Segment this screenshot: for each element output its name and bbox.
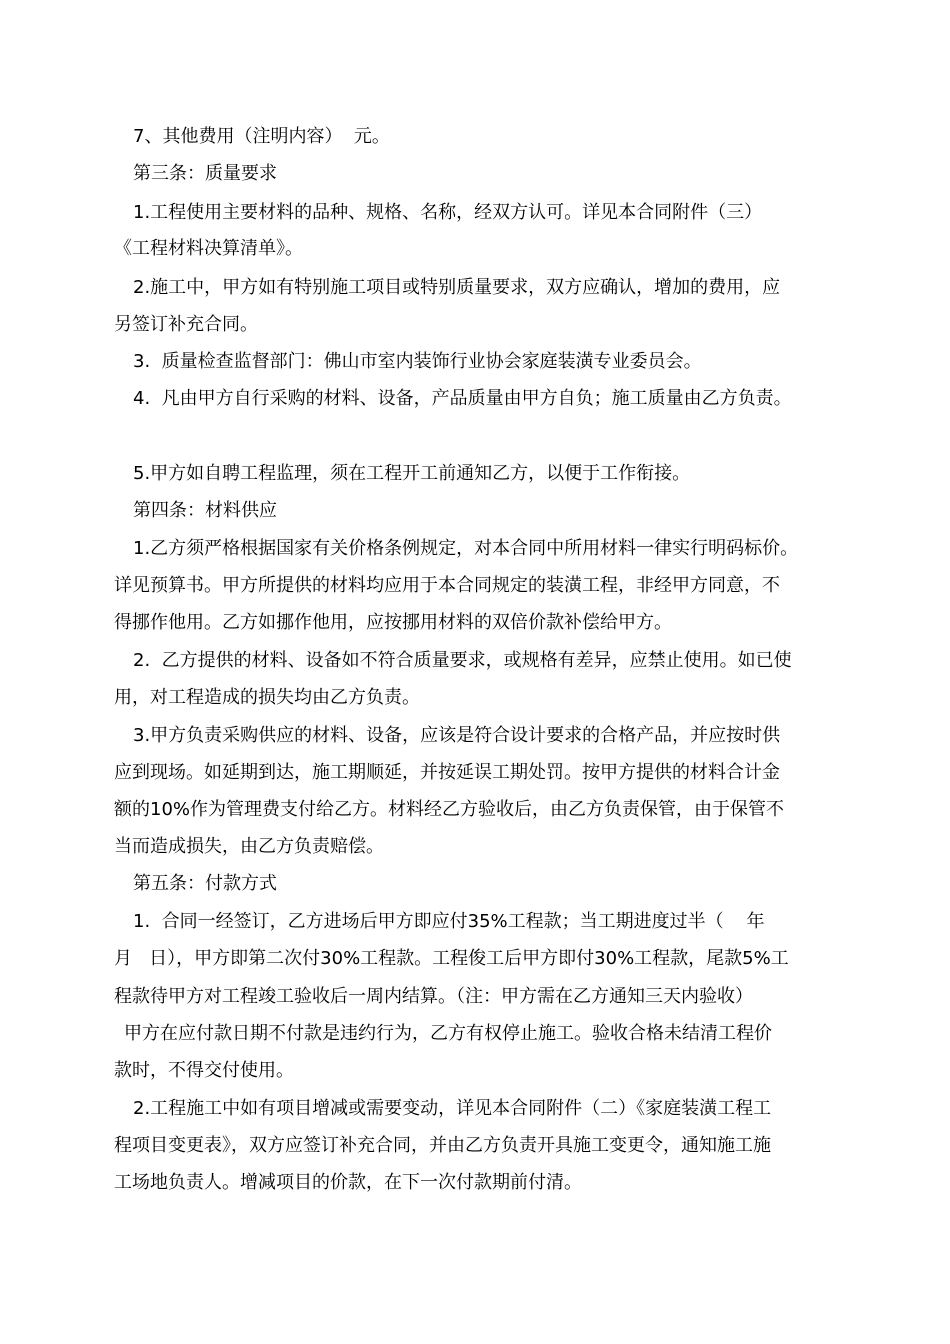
text-line: 4. 凡由甲方自行采购的材料、设备，产品质量由甲方自负；施工质量由乙方负责。 xyxy=(133,388,792,409)
text-line: 3. 质量检查监督部门：佛山市室内装饰行业协会家庭装潢专业委员会。 xyxy=(133,351,702,372)
text-line: 1.乙方须严格根据国家有关价格条例规定，对本合同中所用材料一律实行明码标价。 xyxy=(133,538,799,559)
text-line: 2. 乙方提供的材料、设备如不符合质量要求，或规格有差异，应禁止使用。如已使 xyxy=(133,650,792,671)
text-line: 另签订补充合同。 xyxy=(114,314,258,335)
text-line: 甲方在应付款日期不付款是违约行为，乙方有权停止施工。验收合格未结清工程价 xyxy=(124,1023,772,1044)
text-line: 得挪作他用。乙方如挪作他用，应按挪用材料的双倍价款补偿给甲方。 xyxy=(114,612,672,633)
section-heading: 第三条：质量要求 xyxy=(133,163,277,184)
section-heading: 第五条：付款方式 xyxy=(133,873,277,894)
text-line: 当而造成损失，由乙方负责赔偿。 xyxy=(114,836,384,857)
text-line: 2.施工中，甲方如有特别施工项目或特别质量要求，双方应确认，增加的费用，应 xyxy=(133,277,781,298)
text-line: 额的10%作为管理费支付给乙方。材料经乙方验收后，由乙方负责保管，由于保管不 xyxy=(114,799,785,820)
text-line: 《工程材料决算清单》。 xyxy=(114,238,303,259)
text-line: 程项目变更表》，双方应签订补充合同，并由乙方负责开具施工变更令，通知施工施 xyxy=(114,1135,771,1156)
text-line: 程款待甲方对工程竣工验收后一周内结算。（注：甲方需在乙方通知三天内验收） xyxy=(114,986,753,1007)
text-line: 1. 合同一经签订，乙方进场后甲方即应付35%工程款；当工期进度过半（ 年 xyxy=(133,911,765,932)
text-line: 款时，不得交付使用。 xyxy=(114,1060,294,1081)
text-line: 2.工程施工中如有项目增减或需要变动，详见本合同附件（二）《家庭装潢工程工 xyxy=(133,1098,772,1119)
text-line: 工场地负责人。增减项目的价款，在下一次付款期前付清。 xyxy=(114,1172,582,1193)
text-line: 用，对工程造成的损失均由乙方负责。 xyxy=(114,687,420,708)
text-line: 3.甲方负责采购供应的材料、设备，应该是符合设计要求的合格产品，并应按时供 xyxy=(133,725,781,746)
text-line: 月 日），甲方即第二次付30%工程款。工程俊工后甲方即付30%工程款，尾款5%工 xyxy=(114,948,789,969)
text-line: 7、其他费用（注明内容） 元。 xyxy=(133,126,390,147)
section-heading: 第四条：材料供应 xyxy=(133,500,277,521)
text-line: 1.工程使用主要材料的品种、规格、名称，经双方认可。详见本合同附件（三） xyxy=(133,202,763,223)
text-line: 详见预算书。甲方所提供的材料均应用于本合同规定的装潢工程，非经甲方同意，不 xyxy=(114,575,780,596)
text-line: 5.甲方如自聘工程监理，须在工程开工前通知乙方，以便于工作衔接。 xyxy=(133,463,691,484)
text-line: 应到现场。如延期到达，施工期顺延，并按延误工期处罚。按甲方提供的材料合计金 xyxy=(114,762,780,783)
